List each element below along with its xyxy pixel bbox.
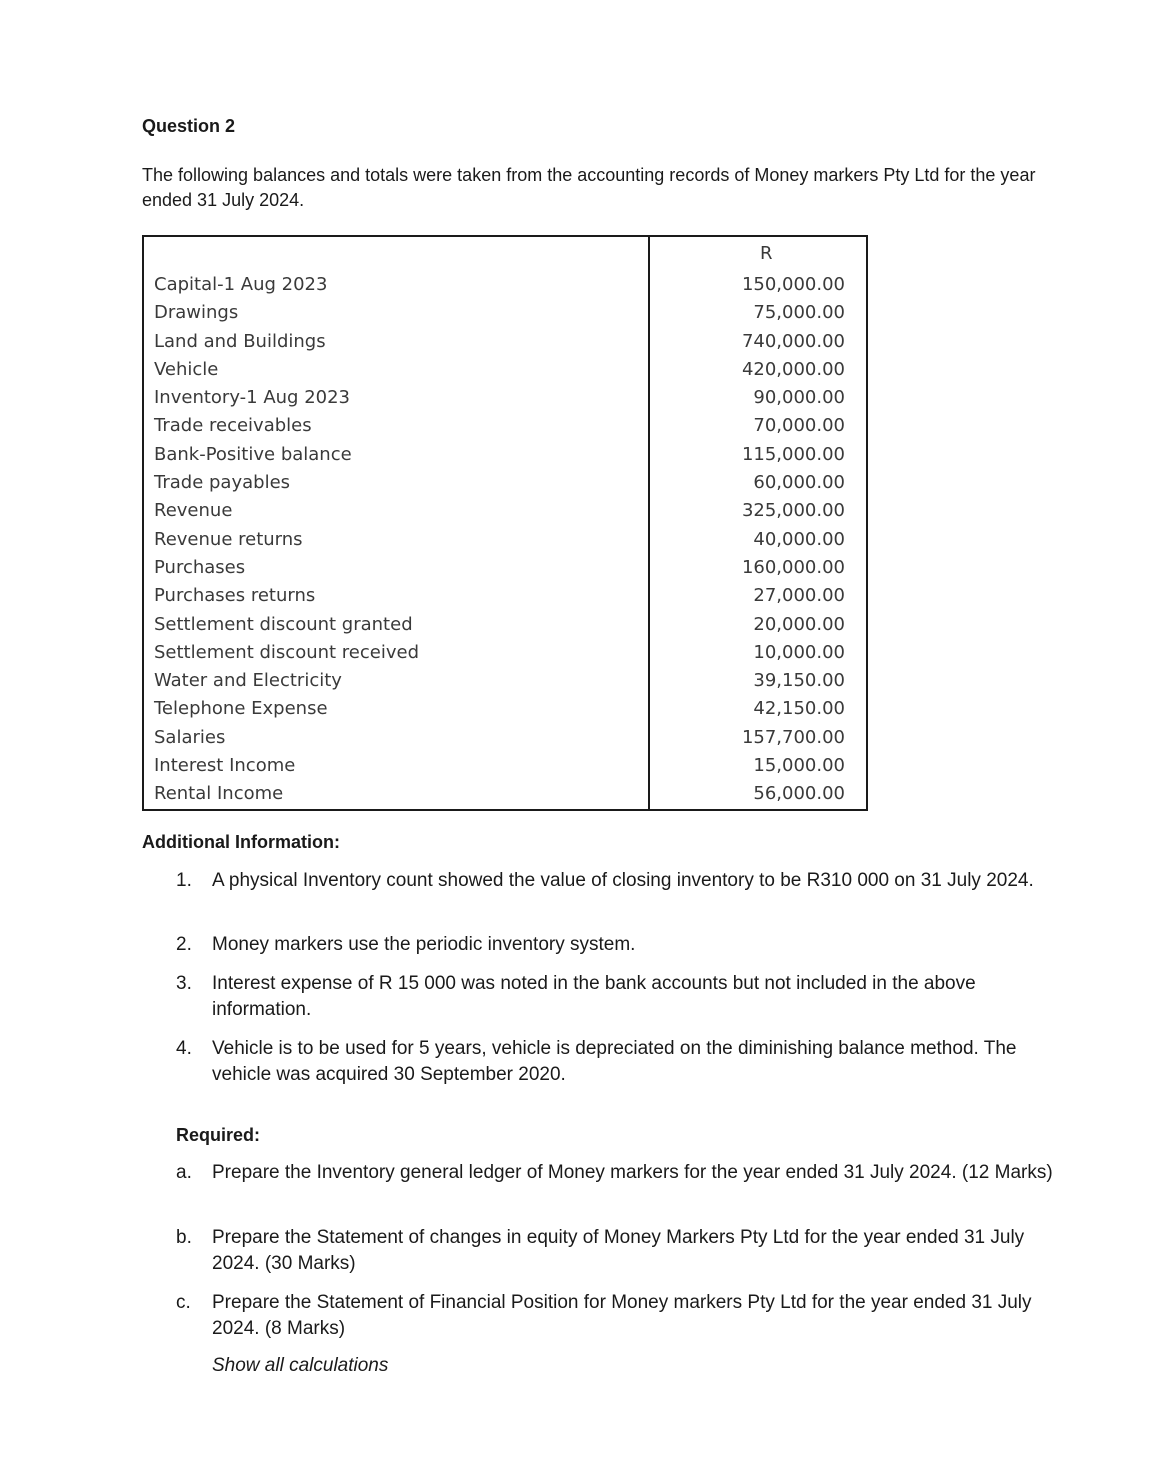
additional-item-4 (176, 1036, 1056, 1088)
table-row (143, 469, 867, 497)
item-text: A physical Inventory count showed the value of closing inventory to be R310 000 on 31 July 2024. (212, 870, 1034, 891)
table-row (143, 441, 867, 469)
row-amount: 75,000.00 (753, 302, 845, 324)
row-amount: 56,000.00 (753, 783, 845, 805)
item-text: Prepare the Statement of Financial Position for Money markers Pty Ltd for the year ended 31 July 2024. (8 Marks) (212, 1292, 1032, 1339)
row-amount: 42,150.00 (753, 698, 845, 720)
required-item-a (176, 1160, 1056, 1186)
row-amount: 150,000.00 (741, 274, 845, 295)
row-amount: 40,000.00 (753, 528, 845, 550)
row-amount: 15,000.00 (753, 755, 845, 777)
row-amount: 10,000.00 (753, 641, 845, 663)
table-row (143, 667, 867, 695)
table-row (143, 695, 867, 723)
row-label: Water and Electricity (143, 667, 649, 695)
row-amount: 157,700.00 (741, 726, 845, 748)
row-label: Land and Buildings (143, 328, 649, 356)
table-row (143, 780, 867, 809)
row-amount: 39,150.00 (753, 670, 845, 692)
row-amount: 27,000.00 (753, 585, 845, 607)
table-row (143, 639, 867, 667)
required-item-c (176, 1290, 1056, 1342)
row-amount: 70,000.00 (753, 415, 845, 437)
row-label: Bank-Positive balance (143, 441, 649, 469)
item-letter: c. (176, 1292, 191, 1313)
row-amount: 420,000.00 (741, 358, 845, 380)
item-number: 4. (176, 1038, 192, 1059)
row-label: Rental Income (143, 780, 649, 809)
currency-header: R (760, 243, 773, 264)
row-amount: 60,000.00 (753, 472, 845, 494)
row-amount: 90,000.00 (753, 387, 845, 409)
show-calculations-note: Show all calculations (212, 1355, 389, 1376)
table-row (143, 497, 867, 525)
table-row (143, 412, 867, 440)
table-row (143, 271, 867, 299)
additional-info-heading: Additional Information: (142, 832, 340, 852)
row-label: Purchases (143, 554, 649, 582)
row-label: Revenue (143, 497, 649, 525)
row-label: Purchases returns (143, 582, 649, 610)
item-number: 3. (176, 973, 192, 994)
item-text: Prepare the Inventory general ledger of Money markers for the year ended 31 July 2024. (12 Marks) (212, 1162, 1053, 1183)
item-letter: a. (176, 1162, 192, 1183)
row-label: Drawings (143, 299, 649, 327)
item-number: 2. (176, 934, 192, 955)
row-label: Interest Income (143, 752, 649, 780)
item-text: Prepare the Statement of changes in equity of Money Markers Pty Ltd for the year ended 31 July 2024. (30 Marks) (212, 1227, 1025, 1274)
additional-item-1 (176, 868, 1056, 894)
question-title: Question 2 (142, 116, 236, 136)
additional-item-2 (176, 932, 1056, 958)
row-label: Salaries (143, 724, 649, 752)
table-row (143, 724, 867, 752)
table-header-row (143, 236, 867, 271)
row-amount: 325,000.00 (741, 500, 845, 522)
item-text: Vehicle is to be used for 5 years, vehicle is depreciated on the diminishing balance method. The vehicle was acquired 30 September 2020. (212, 1038, 1017, 1085)
row-amount: 20,000.00 (753, 613, 845, 635)
table-row (143, 384, 867, 412)
row-amount: 740,000.00 (741, 330, 845, 352)
table-row (143, 554, 867, 582)
row-label: Telephone Expense (143, 695, 649, 723)
row-amount: 160,000.00 (741, 556, 845, 578)
row-label: Trade receivables (143, 412, 649, 440)
intro-paragraph: The following balances and totals were taken from the accounting records of Money markers Pty Ltd for the year ended 31 July 2024. (142, 165, 1036, 210)
item-text: Money markers use the periodic inventory system. (212, 934, 636, 955)
table-row (143, 611, 867, 639)
row-label: Settlement discount received (143, 639, 649, 667)
row-label: Capital-1 Aug 2023 (143, 271, 649, 299)
required-item-b (176, 1225, 1056, 1277)
table-row (143, 328, 867, 356)
additional-item-3 (176, 971, 1056, 1023)
row-label: Settlement discount granted (143, 611, 649, 639)
row-label: Trade payables (143, 469, 649, 497)
item-text: Interest expense of R 15 000 was noted in the bank accounts but not included in the above information. (212, 973, 976, 1020)
row-amount: 115,000.00 (741, 443, 845, 465)
required-heading: Required: (176, 1125, 261, 1145)
table-row (143, 752, 867, 780)
row-label: Revenue returns (143, 526, 649, 554)
balances-table (142, 235, 868, 811)
item-number: 1. (176, 870, 192, 891)
table-row (143, 356, 867, 384)
table-row (143, 526, 867, 554)
header-label-cell (143, 236, 649, 271)
row-label: Vehicle (143, 356, 649, 384)
table-row (143, 299, 867, 327)
table-row (143, 582, 867, 610)
item-letter: b. (176, 1227, 192, 1248)
row-label: Inventory-1 Aug 2023 (143, 384, 649, 412)
